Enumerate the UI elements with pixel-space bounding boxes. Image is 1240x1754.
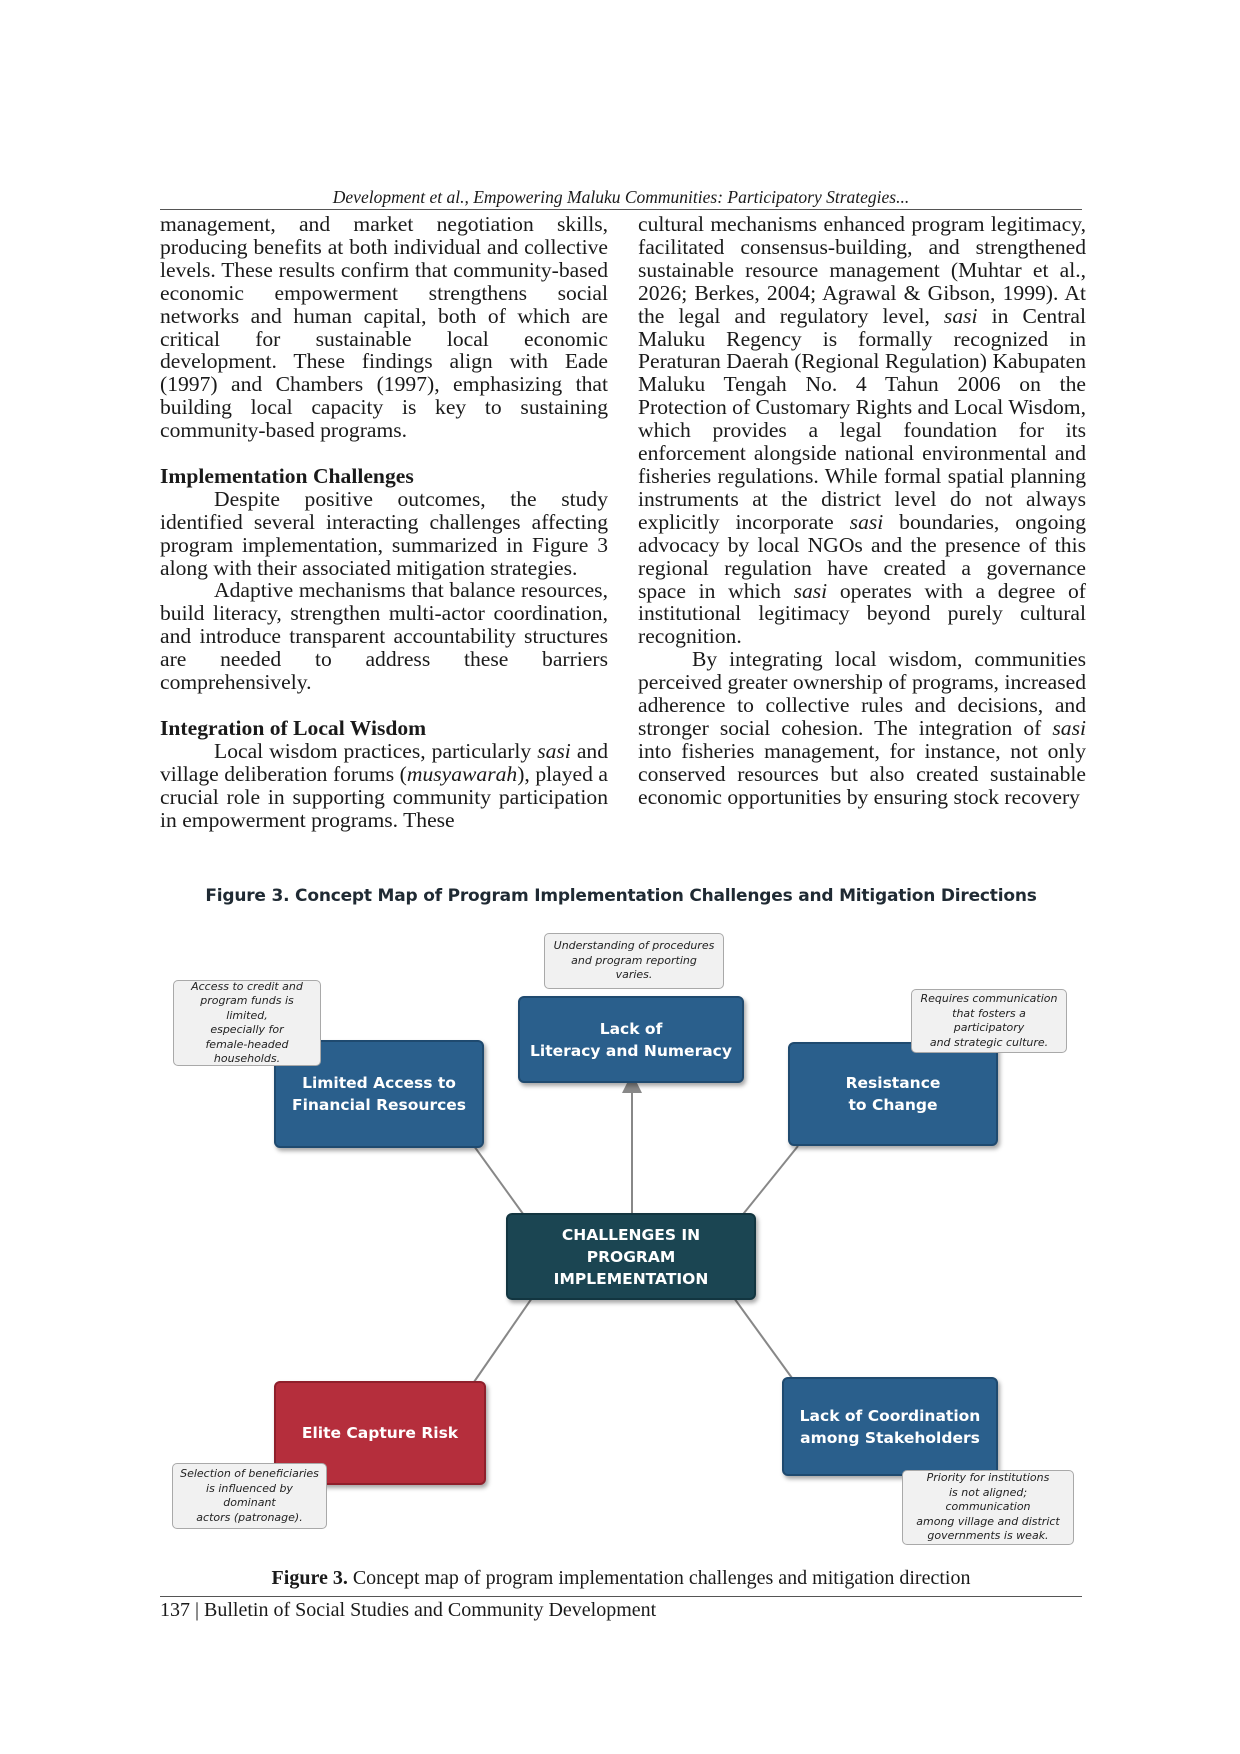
node-financial-resources: Limited Access to Financial Resources [274,1040,484,1148]
node-resistance-to-change: Resistance to Change [788,1042,998,1146]
figure-caption: Figure 3. Concept map of program implementation challenges and mitigation direction [271,1567,971,1589]
connector-elite [474,1298,532,1382]
node-lack-of-coordination: Lack of Coordination among Stakeholders [782,1377,998,1476]
paragraph: cultural mechanisms enhanced program legitimacy, facilitated consensus-building, and strengthened sustainable resource management (Muhtar et al., 2026; Berkes, 2004; Agrawal & Gibson, 1999). At the legal and regulatory level, sasi in Central Maluku Regency is formally recognized in Peraturan Daerah (Regional Regulation) Kabupaten Maluku Tengah No. 4 Tahun 2006 on the Protection of Customary Rights and Local Wisdom, which provides a legal foundation for its enforcement alongside national environmental and fisheries regulations. While formal spatial planning instruments at the district level do not always explicitly incorporate sasi boundaries, ongoing advocacy by local NGOs and the presence of this regional regulation have created a governance space in which sasi operates with a degree of institutional legitimacy beyond purely cultural recognition. [638,212,1087,649]
concept-map-figure [160,876,1082,1566]
paragraph: Despite positive outcomes, the study identified several interacting challenges affecting program implementation, summarized in Figure 3 along with their associated mitigation strategies. [160,486,608,580]
connector-coordination [734,1298,792,1378]
node-literacy-numeracy: Lack of Literacy and Numeracy [518,996,744,1083]
note-literacy-numeracy: Understanding of procedures and program reporting varies. [544,933,724,989]
connector-finance [474,1146,526,1218]
figure-title: Figure 3. Concept Map of Program Implementation Challenges and Mitigation Directions [205,886,1037,906]
note-lack-of-coordination: Priority for institutions is not aligned; communication among village and district governments is weak. [902,1470,1074,1545]
paragraph: By integrating local wisdom, communities perceived greater ownership of programs, increased adherence to collective rules and decisions, and stronger social cohesion. The integration of sasi into fisheries management, for instance, not only conserved resources but also created sustainable economic opportunities by ensuring stock recovery [638,647,1086,809]
left-column [160,213,608,831]
section-heading-local-wisdom: Integration of Local Wisdom [160,715,427,740]
note-financial-resources: Access to credit and program funds is limited, especially for female-headed households. [173,980,321,1066]
paragraph: management, and market negotiation skills, producing benefits at both individual and collective levels. These results confirm that community-based economic empowerment strengthens social networks and human capital, both of which are critical for sustainable local economic development. These findings align with Eade (1997) and Chambers (1997), emphasizing that building local capacity is key to sustaining community-based programs. [160,212,608,443]
note-resistance-to-change: Requires communication that fosters a participatory and strategic culture. [911,989,1067,1053]
node-central-challenges: CHALLENGES IN PROGRAM IMPLEMENTATION [506,1213,756,1300]
node-elite-capture: Elite Capture Risk [274,1381,486,1485]
note-elite-capture: Selection of beneficiaries is influenced by dominant actors (patronage). [172,1463,327,1529]
header-rule [160,209,1082,210]
right-column [638,213,1086,809]
running-header: Development et al., Empowering Maluku Communities: Participatory Strategies... [332,187,910,207]
paragraph: Local wisdom practices, particularly sasi and village deliberation forums (musyawarah), played a crucial role in supporting community participation in empowerment programs. These [160,738,609,832]
paragraph: Adaptive mechanisms that balance resources, build literacy, strengthen multi-actor coordination, and introduce transparent accountability structures are needed to address these barriers comprehensively. [160,578,608,695]
connector-resistance [740,1146,798,1218]
page-footer: 137 | Bulletin of Social Studies and Community Development [160,1599,657,1621]
section-heading-challenges: Implementation Challenges [160,463,414,488]
footer-rule [160,1596,1082,1597]
